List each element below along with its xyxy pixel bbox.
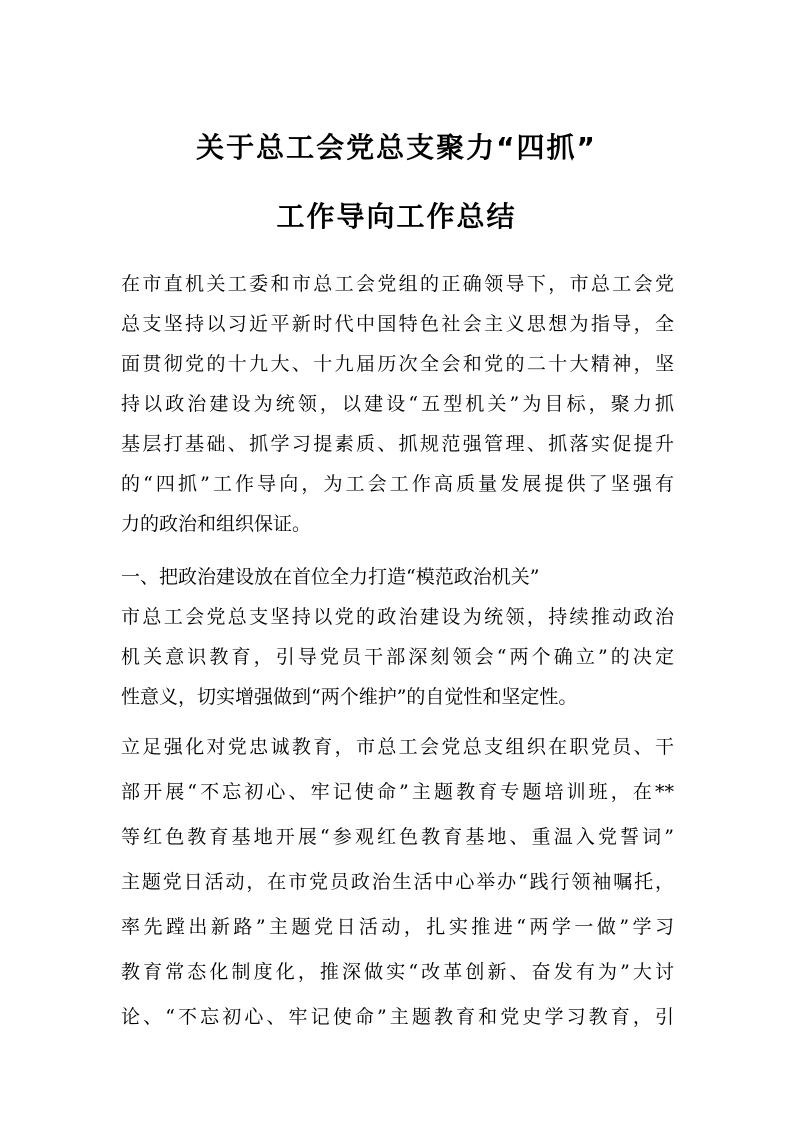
paragraph-intro-line-6: 的“四抓”工作导向，为工会工作高质量发展提供了坚强有 bbox=[121, 473, 674, 495]
document-title-line-2: 工作导向工作总结 bbox=[276, 200, 517, 233]
paragraph-3-line-2: 部开展“不忘初心、牢记使命”主题教育专题培训班，在** bbox=[121, 781, 674, 803]
document-title-line-1: 关于总工会党总支聚力“四抓” bbox=[196, 131, 597, 164]
section-heading-1: 一、把政治建设放在首位全力打造“模范政治机关” bbox=[121, 566, 540, 588]
paragraph-intro-line-5: 基层打基础、抓学习提素质、抓规范强管理、抓落实促提升 bbox=[121, 433, 674, 455]
paragraph-intro-line-3: 面贯彻党的十九大、十九届历次全会和党的二十大精神，坚 bbox=[121, 353, 674, 375]
paragraph-3-line-4: 主题党日活动，在市党员政治生活中心举办“践行领袖嘱托， bbox=[121, 871, 674, 893]
paragraph-3-line-3: 等红色教育基地开展“参观红色教育基地、重温入党誓词” bbox=[121, 826, 674, 848]
paragraph-intro-line-2: 总支坚持以习近平新时代中国特色社会主义思想为指导，全 bbox=[121, 313, 674, 335]
paragraph-2-line-2: 机关意识教育，引导党员干部深刻领会“两个确立”的决定 bbox=[121, 646, 674, 668]
paragraph-3-line-5: 率先蹚出新路”主题党日活动，扎实推进“两学一做”学习 bbox=[121, 916, 674, 938]
paragraph-3-line-6: 教育常态化制度化，推深做实“改革创新、奋发有为”大讨 bbox=[121, 961, 674, 983]
paragraph-2-line-1: 市总工会党总支坚持以党的政治建设为统领，持续推动政治 bbox=[121, 606, 674, 628]
paragraph-intro-line-7: 力的政治和组织保证。 bbox=[121, 513, 312, 535]
paragraph-intro-line-4: 持以政治建设为统领，以建设“五型机关”为目标，聚力抓 bbox=[121, 393, 674, 415]
paragraph-intro-line-1: 在市直机关工委和市总工会党组的正确领导下，市总工会党 bbox=[121, 273, 674, 295]
paragraph-3-line-1: 立足强化对党忠诚教育，市总工会党总支组织在职党员、干 bbox=[121, 736, 674, 758]
paragraph-3-line-7: 论、“不忘初心、牢记使命”主题教育和党史学习教育，引 bbox=[121, 1006, 674, 1028]
paragraph-2-line-3: 性意义，切实增强做到“两个维护”的自觉性和坚定性。 bbox=[121, 686, 578, 708]
